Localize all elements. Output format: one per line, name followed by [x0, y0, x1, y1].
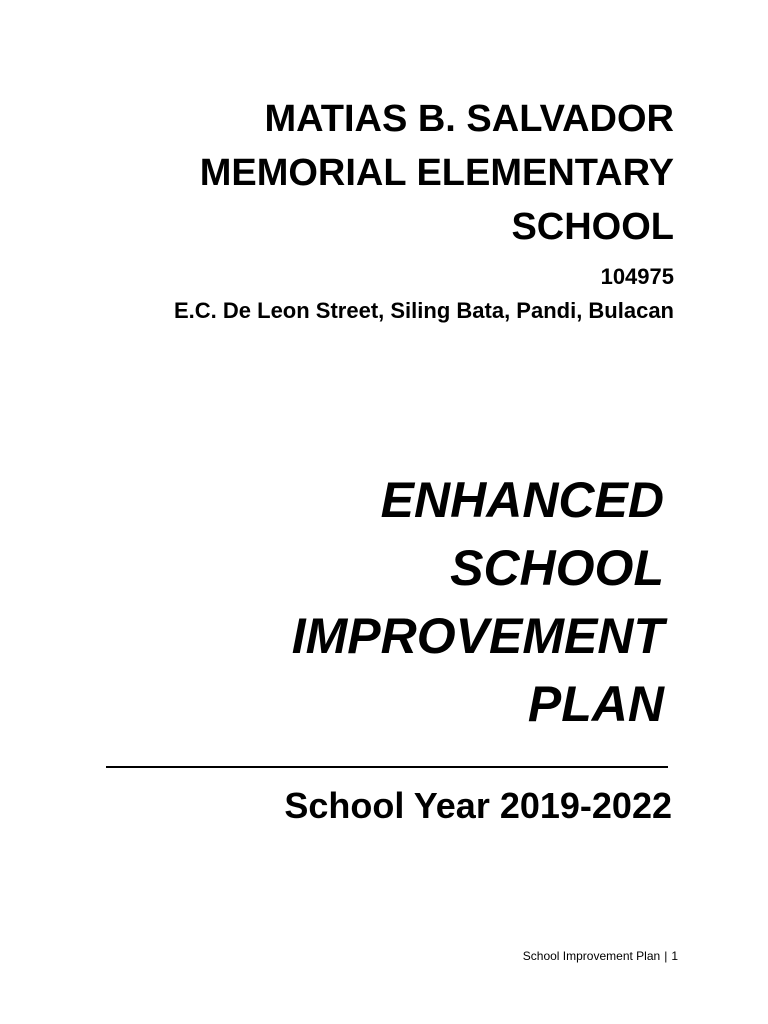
- title-line-3: IMPROVEMENT: [291, 608, 664, 664]
- page-number: 1: [671, 949, 678, 963]
- school-name-line-1: MATIAS B. SALVADOR: [264, 98, 674, 140]
- school-name-line-2: MEMORIAL ELEMENTARY: [199, 152, 674, 194]
- school-year: School Year 2019-2022: [284, 785, 672, 826]
- title-line-1: ENHANCED: [380, 472, 664, 528]
- footer-separator: |: [664, 949, 668, 963]
- page-footer: [523, 948, 678, 964]
- document-title: [104, 466, 664, 738]
- school-name-line-3: SCHOOL: [511, 206, 674, 248]
- title-line-2: SCHOOL: [450, 540, 664, 596]
- title-line-4: PLAN: [527, 676, 664, 732]
- school-id: 104975: [600, 264, 674, 289]
- school-header: [54, 92, 674, 328]
- title-divider: [106, 766, 668, 768]
- school-address: E.C. De Leon Street, Siling Bata, Pandi, Bulacan: [174, 298, 674, 323]
- footer-label: School Improvement Plan: [522, 949, 661, 963]
